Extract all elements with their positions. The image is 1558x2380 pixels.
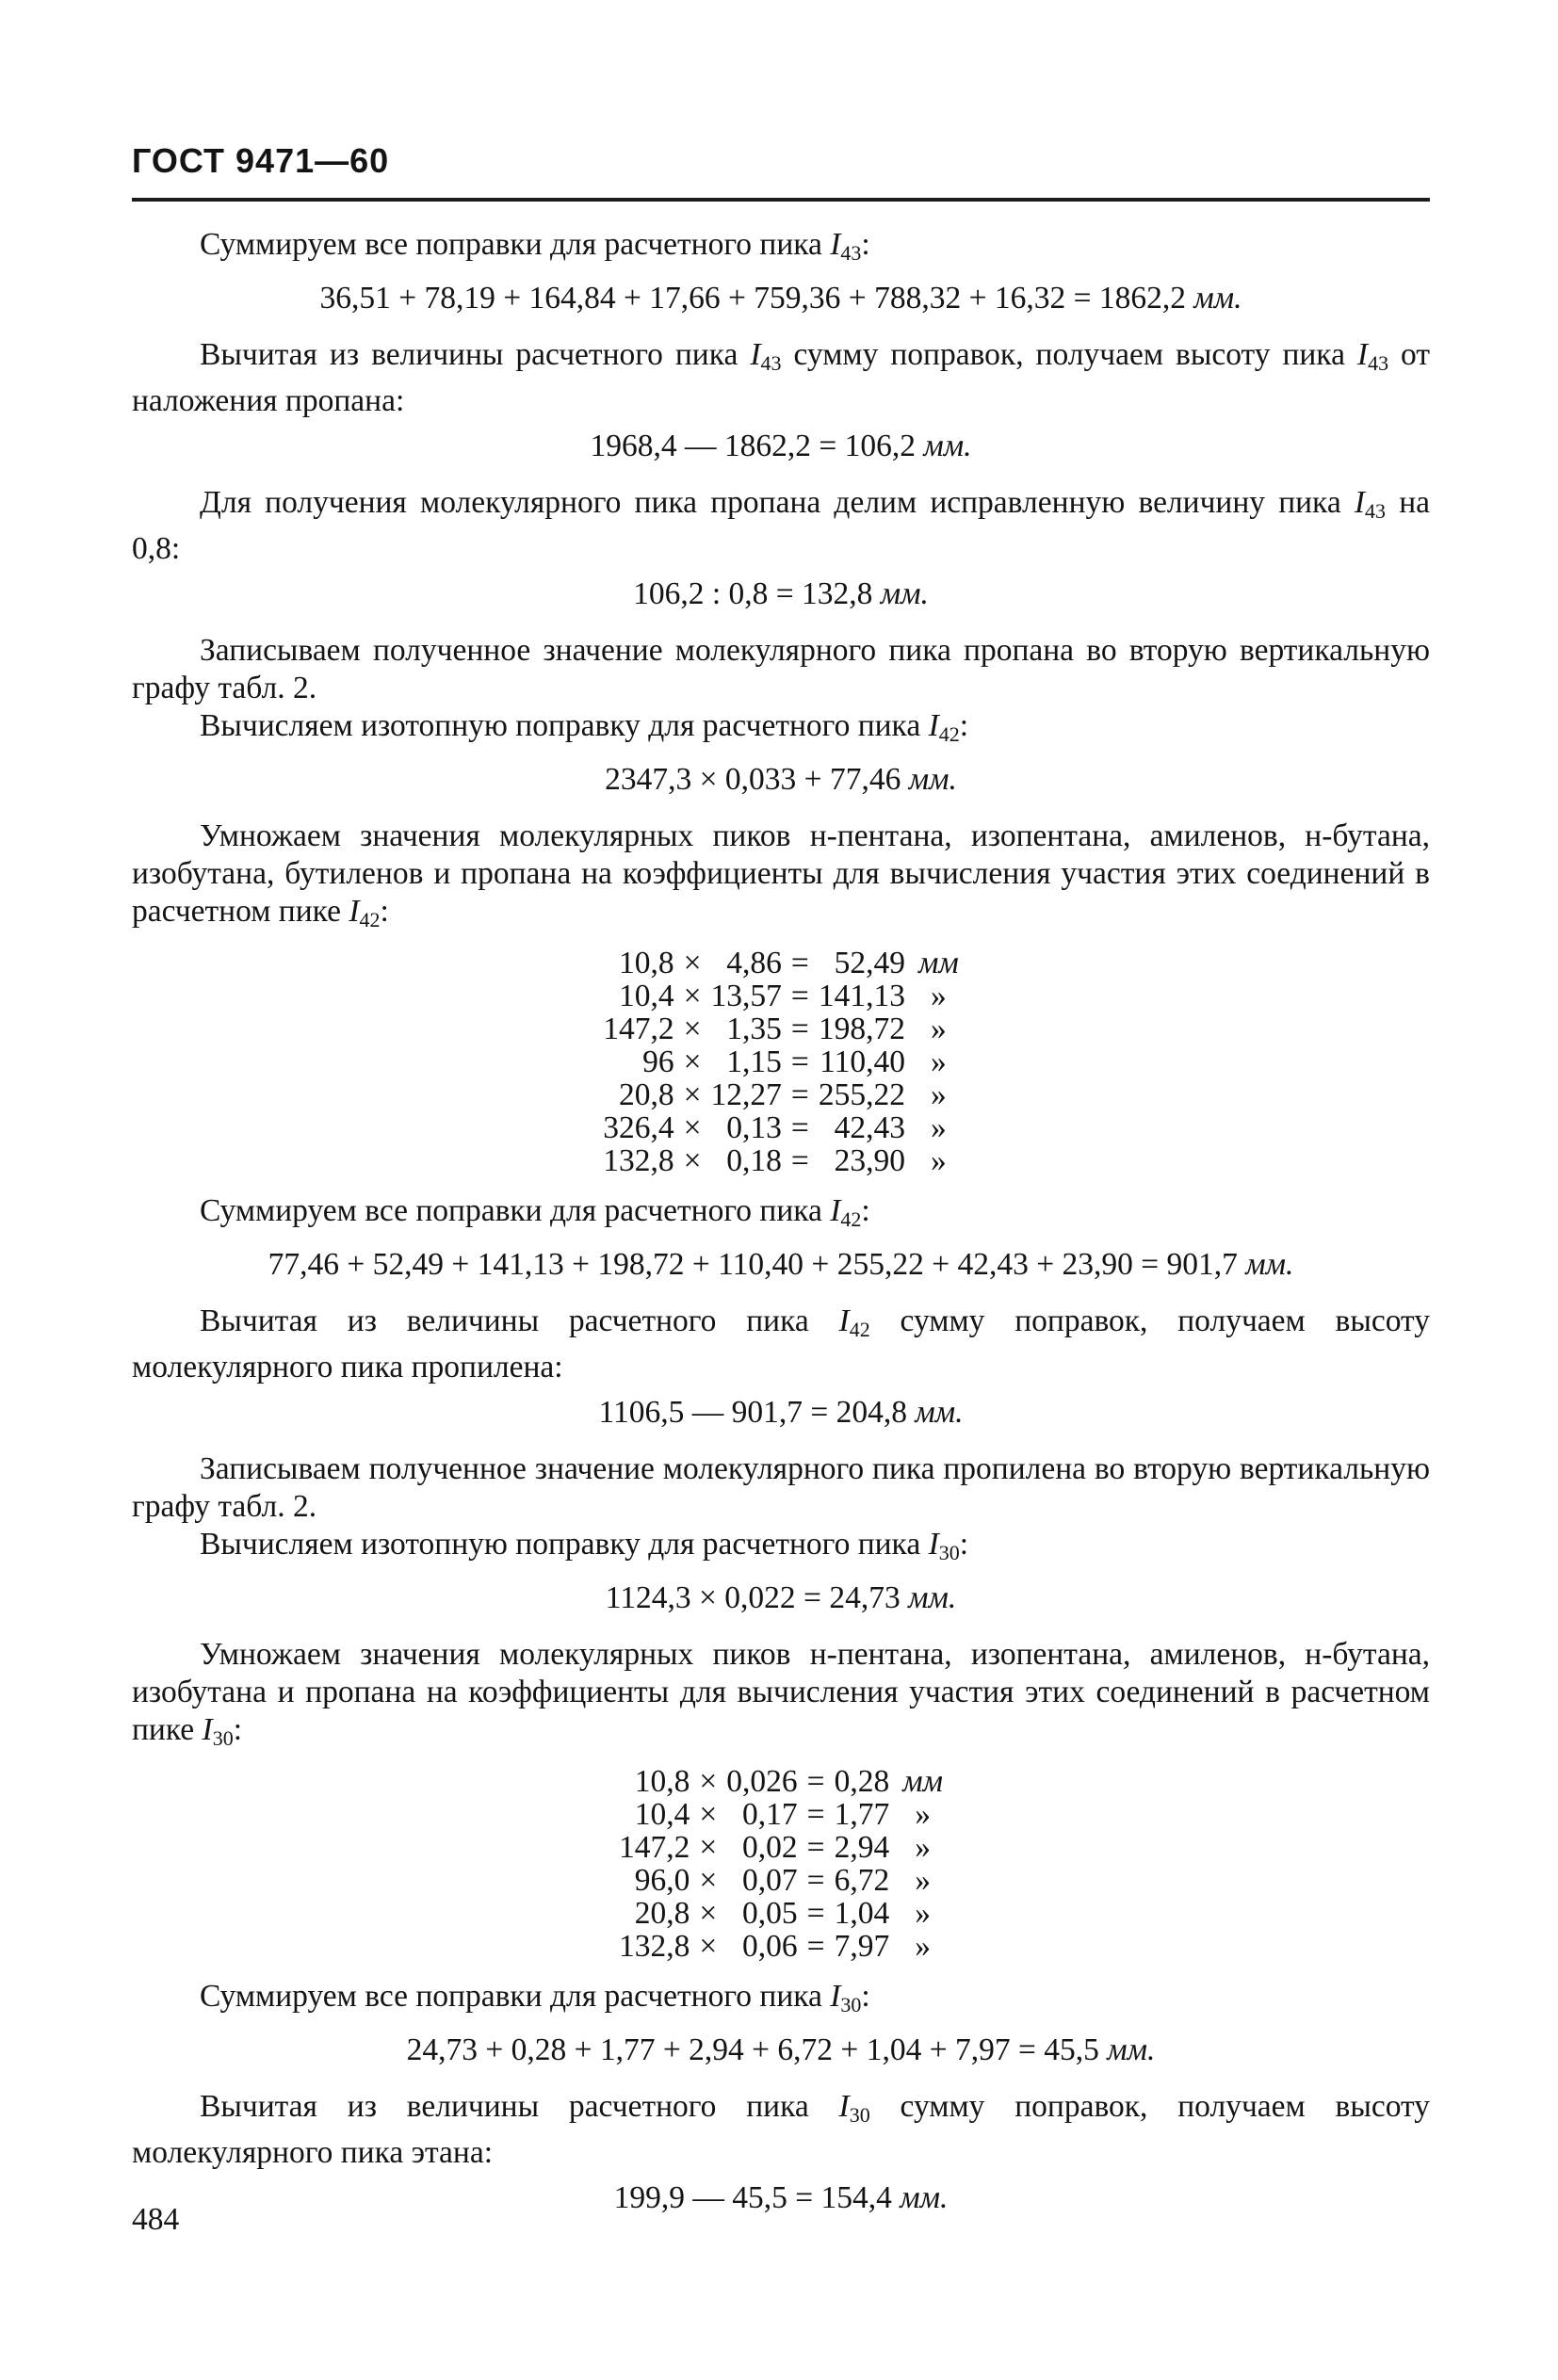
operand-b: 0,17 [742, 1797, 798, 1832]
operand-a: 132,8 [603, 1143, 674, 1178]
unit-label: » [930, 979, 947, 1013]
equals-sign: = [806, 1896, 825, 1931]
multiply-sign: × [683, 1044, 702, 1079]
operand-a: 10,8 [619, 946, 674, 980]
equals-sign: = [790, 979, 809, 1013]
operand-a: 147,2 [619, 1830, 690, 1865]
calc-row [619, 1897, 943, 1930]
equals-sign: = [806, 1797, 825, 1832]
result-value: 6,72 [834, 1863, 890, 1898]
operand-a: 10,4 [634, 1797, 690, 1832]
paragraph-sum-i30: Суммируем все поправки для расчетного пика $I_{30}$: [200, 1979, 870, 2016]
calc-row [619, 1765, 943, 1798]
multiply-sign: × [683, 1110, 702, 1145]
unit-label: » [930, 1044, 947, 1079]
equals-sign: = [806, 1830, 825, 1865]
formula-subtract-i42: 1106,5 — 901,7 = 204,8 мм. [598, 1395, 964, 1430]
calc-row [619, 1831, 943, 1864]
operand-a: 96,0 [634, 1863, 690, 1898]
multiply-sign: × [699, 1863, 718, 1898]
result-value: 255,22 [818, 1077, 905, 1112]
calc-row [619, 1930, 943, 1963]
calc-row [619, 1798, 943, 1831]
unit-label: » [915, 1830, 931, 1865]
formula-sum-i43: 36,51 + 78,19 + 164,84 + 17,66 + 759,36 + 788,32 + 16,32 = 1862,2 мм. [319, 281, 1242, 316]
operand-a: 326,4 [603, 1110, 674, 1145]
multiply-sign: × [683, 946, 702, 980]
equals-sign: = [806, 1764, 825, 1799]
operand-b: 4,86 [726, 946, 782, 980]
formula-isotope-i30: 1124,3 × 0,022 = 24,73 мм. [605, 1580, 957, 1615]
result-value: 52,49 [834, 946, 905, 980]
paragraph-isotope-i42: Вычисляем изотопную поправку для расчетного пика $I_{42}$: [200, 708, 969, 746]
header-rule [132, 198, 1430, 202]
paragraph-multiply-i42: Умножаем значения молекулярных пиков н-пентана, изопентана, амиленов, н-бутана, изобутана, бутиленов и пропана на коэффициенты для вычисления участия этих соединений в расчетном пике $I_{42}$: [132, 818, 1430, 931]
formula-divide-i43: 106,2 : 0,8 = 132,8 мм. [633, 576, 929, 611]
multiply-sign: × [699, 1896, 718, 1931]
equals-sign: = [790, 1110, 809, 1145]
equals-sign: = [806, 1929, 825, 1964]
paragraph-divide-i43: Для получения молекулярного пика пропана делим исправленную величину пика $I_{43}$ на 0,8: [132, 485, 1430, 566]
operand-b: 0,026 [726, 1764, 798, 1799]
formula-subtract-i30: 199,9 — 45,5 = 154,4 мм. [613, 2180, 949, 2215]
formula-isotope-i42: 2347,3 × 0,033 + 77,46 мм. [605, 762, 957, 797]
paragraph-subtract-i42: Вычитая из величины расчетного пика $I_{42}$ сумму поправок, получаем высоту молекулярного пика пропилена: [132, 1303, 1430, 1384]
formula-sum-i42: 77,46 + 52,49 + 141,13 + 198,72 + 110,40 + 255,22 + 42,43 + 23,90 = 901,7 мм. [268, 1247, 1294, 1282]
calc-table-i42 [603, 947, 958, 1177]
paragraph-record-propylene: Записываем полученное значение молекулярного пика пропилена во вторую вертикальную графу табл. 2. [132, 1451, 1430, 1524]
calc-row [603, 1111, 958, 1144]
operand-a: 20,8 [634, 1896, 690, 1931]
unit-label: » [915, 1797, 931, 1832]
equals-sign: = [790, 1044, 809, 1079]
unit-label: » [915, 1929, 931, 1964]
equals-sign: = [790, 1077, 809, 1112]
multiply-sign: × [699, 1830, 718, 1865]
unit-label: » [930, 1110, 947, 1145]
result-value: 7,97 [834, 1929, 890, 1964]
unit-label: » [930, 1143, 947, 1178]
result-value: 141,13 [818, 979, 905, 1013]
multiply-sign: × [683, 979, 702, 1013]
result-value: 0,28 [834, 1764, 890, 1799]
calc-row [603, 980, 958, 1012]
calc-row [603, 1012, 958, 1045]
paragraph-sum-i42: Суммируем все поправки для расчетного пика $I_{42}$: [200, 1193, 870, 1231]
operand-b: 0,07 [742, 1863, 798, 1898]
result-value: 110,40 [820, 1044, 905, 1079]
unit-label: » [915, 1896, 931, 1931]
paragraph-sum-i43: Суммируем все поправки для расчетного пика $I_{43}$: [200, 227, 870, 265]
calc-row [619, 1864, 943, 1897]
page-number: 484 [132, 2202, 180, 2237]
peak-symbol: I [830, 227, 841, 262]
multiply-sign: × [699, 1929, 718, 1964]
formula-sum-i30: 24,73 + 0,28 + 1,77 + 2,94 + 6,72 + 1,04 + 7,97 = 45,5 мм. [406, 2032, 1156, 2067]
result-value: 2,94 [834, 1830, 890, 1865]
paragraph-isotope-i30: Вычисляем изотопную поправку для расчетного пика $I_{30}$: [200, 1527, 969, 1564]
result-value: 1,04 [834, 1896, 890, 1931]
paragraph-multiply-i30: Умножаем значения молекулярных пиков н-пентана, изопентана, амиленов, н-бутана, изобутана и пропана на коэффициенты для вычисления участия этих соединений в расчетном пике $I_{30}$: [132, 1637, 1430, 1750]
paragraph-subtract-i43: Вычитая из величины расчетного пика $I_{43}$ сумму поправок, получаем высоту пика $I_{43}$ от наложения пропана: [132, 337, 1431, 418]
multiply-sign: × [683, 1143, 702, 1178]
operand-b: 0,05 [742, 1896, 798, 1931]
operand-a: 96 [642, 1044, 674, 1079]
result-value: 23,90 [834, 1143, 905, 1178]
operand-b: 1,35 [726, 1012, 782, 1046]
operand-a: 10,8 [634, 1764, 690, 1799]
unit-label: » [930, 1077, 947, 1112]
operand-b: 12,27 [710, 1077, 782, 1112]
operand-a: 132,8 [619, 1929, 690, 1964]
paragraph-record-propane: Записываем полученное значение молекулярного пика пропана во вторую вертикальную графу табл. 2. [132, 633, 1430, 705]
equals-sign: = [790, 1012, 809, 1046]
equals-sign: = [806, 1863, 825, 1898]
unit-label: мм [917, 946, 959, 980]
equals-sign: = [790, 1143, 809, 1178]
operand-b: 0,06 [742, 1929, 798, 1964]
calc-row [603, 1045, 958, 1078]
page-header: ГОСТ 9471—60 [132, 141, 390, 180]
unit-label: мм [902, 1764, 943, 1799]
operand-b: 0,02 [742, 1830, 798, 1865]
operand-b: 1,15 [726, 1044, 782, 1079]
equals-sign: = [790, 946, 809, 980]
unit-label: » [930, 1012, 947, 1046]
multiply-sign: × [683, 1012, 702, 1046]
calc-row [603, 947, 958, 980]
calc-row [603, 1078, 958, 1111]
operand-b: 0,13 [726, 1110, 782, 1145]
calc-table-i30 [619, 1765, 943, 1963]
operand-a: 10,4 [619, 979, 674, 1013]
document-body [132, 226, 1430, 2236]
operand-a: 20,8 [619, 1077, 674, 1112]
paragraph-subtract-i30: Вычитая из величины расчетного пика $I_{30}$ сумму поправок, получаем высоту молекулярного пика этана: [132, 2089, 1430, 2170]
formula-subtract-i43: 1968,4 — 1862,2 = 106,2 мм. [590, 429, 972, 463]
calc-row [603, 1144, 958, 1177]
multiply-sign: × [699, 1797, 718, 1832]
operand-b: 0,18 [726, 1143, 782, 1178]
result-value: 42,43 [834, 1110, 905, 1145]
multiply-sign: × [699, 1764, 718, 1799]
result-value: 1,77 [834, 1797, 890, 1832]
operand-a: 147,2 [603, 1012, 674, 1046]
operand-b: 13,57 [710, 979, 782, 1013]
unit-label: » [915, 1863, 931, 1898]
multiply-sign: × [683, 1077, 702, 1112]
result-value: 198,72 [818, 1012, 905, 1046]
